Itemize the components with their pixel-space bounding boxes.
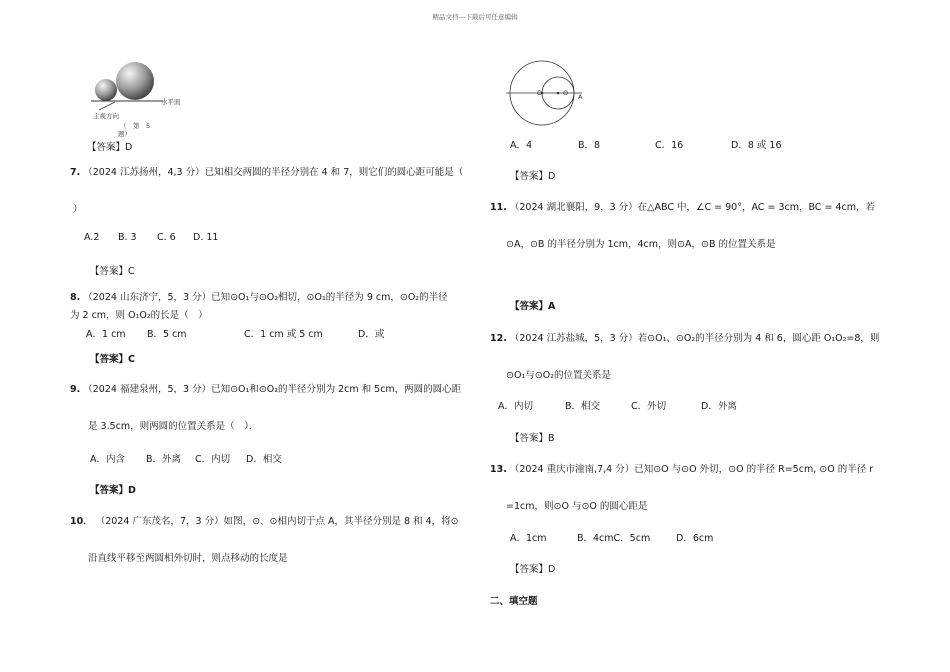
answer-13: 【答案】D: [510, 564, 556, 575]
page-header: 精品文档---下载后可任意编辑: [432, 13, 518, 21]
fig10-label-o2: O: [563, 89, 569, 97]
q9-option-a: A．内含: [90, 454, 125, 465]
small-sphere: [95, 79, 117, 101]
question-12-line2: ⊙O₁与⊙O₂的位置关系是: [506, 370, 611, 381]
surface-label: 水平面: [161, 98, 181, 106]
question-text: （2024 江苏盐城，5，3 分）若⊙O₁、⊙O₂的半径分别为 4 和 6，圆心距 O₁O₂=8，则: [509, 333, 880, 344]
q12-option-d: D．外离: [701, 401, 737, 412]
q10-option-c: C．16: [655, 140, 684, 151]
figure-caption-2: 题）: [118, 130, 131, 138]
q9-option-c: C．内切: [195, 454, 231, 465]
answer-9: 【答案】D: [90, 485, 136, 496]
q8-option-c: C．1 cm 或 5 cm: [244, 329, 323, 340]
question-10: [70, 513, 459, 527]
answer-12: 【答案】B: [510, 433, 555, 444]
question-number: 12.: [490, 333, 507, 344]
q10-option-b: B．8: [578, 140, 601, 151]
question-11: [490, 199, 875, 213]
tangent-circles-figure: [500, 58, 590, 133]
question-number: 7.: [70, 167, 81, 178]
q12-option-b: B．相交: [565, 401, 601, 412]
q8-option-d: D．或: [358, 329, 385, 340]
q10-option-a: A．4: [510, 140, 533, 151]
q10-option-d: D．8 或 16: [731, 140, 782, 151]
q7-option-c: C. 6: [157, 232, 176, 243]
figure-caption-1: （ 第 5: [120, 122, 151, 130]
view-direction-label: 主视方向: [93, 112, 119, 120]
q13-option-a: A．1cm: [510, 533, 547, 544]
question-number: 8.: [70, 292, 81, 303]
question-text: （2024 广东茂名，7，3 分）如图，⊙、⊙相内切于点 A，其半径分别是 8 和 4，将⊙: [95, 516, 459, 527]
q9-option-d: D．相交: [246, 454, 282, 465]
question-11-line2: ⊙A，⊙B 的半径分别为 1cm，4cm，则⊙A，⊙B 的位置关系是: [506, 239, 776, 250]
question-text: （2024 重庆市潼南,7,4 分）已知⊙O 与⊙O 外切，⊙O 的半径 R=5cm, ⊙O 的半径 r: [509, 464, 874, 475]
fig10-label-o1: O: [537, 89, 543, 97]
answer-6: 【答案】D: [87, 142, 133, 153]
q13-option-d: D．6cm: [676, 533, 714, 544]
answer-8: 【答案】C: [90, 354, 135, 365]
question-12: [490, 330, 879, 344]
question-7-paren: ）: [73, 204, 83, 215]
spheres-figure: [85, 58, 215, 118]
question-10-line2: 沿直线平移至两圆相外切时，则点移动的长度是: [88, 553, 288, 564]
q9-option-b: B．外离: [146, 454, 182, 465]
section-heading: 二、填空题: [490, 596, 538, 607]
question-number: 13.: [490, 464, 507, 475]
answer-10: 【答案】D: [510, 171, 556, 182]
fig10-label-a: A: [578, 93, 583, 101]
q7-option-a: A.2: [84, 232, 100, 243]
question-9: [70, 381, 461, 395]
question-text: （2024 江苏扬州，4,3 分）已知相交两圆的半径分别在 4 和 7，则它们的圆心距可能是（: [83, 167, 464, 178]
q12-option-a: A．内切: [498, 401, 533, 412]
question-number: 10．: [70, 516, 93, 527]
q7-option-b: B. 3: [118, 232, 137, 243]
question-13-line2: =1cm，则⊙O 与⊙O 的圆心距是: [506, 501, 648, 512]
q7-option-d: D. 11: [193, 232, 219, 243]
question-number: 11.: [490, 202, 507, 213]
large-sphere: [116, 62, 154, 100]
q13-option-b: B．4cmC．5cm: [577, 533, 651, 544]
q8-option-b: B．5 cm: [147, 329, 187, 340]
question-8-line2: 为 2 cm，则 O₁O₂的长是（ ）: [70, 310, 208, 321]
question-7: [70, 164, 463, 178]
question-number: 9.: [70, 384, 81, 395]
q12-option-c: C．外切: [631, 401, 667, 412]
center-o2: [557, 92, 560, 95]
question-13: [490, 461, 873, 475]
view-arrow: [99, 102, 115, 110]
q8-option-a: A．1 cm: [86, 329, 126, 340]
answer-11: 【答案】A: [510, 301, 556, 312]
question-text: （2024 山东济宁，5，3 分）已知⊙O₁与⊙O₂相切，⊙O₁的半径为 9 cm，⊙O₂的半径: [83, 292, 448, 303]
answer-7: 【答案】C: [90, 266, 135, 277]
question-text: （2024 湖北襄阳，9，3 分）在△ABC 中，∠C = 90°，AC = 3cm，BC = 4cm，若: [509, 202, 875, 213]
question-8: [70, 289, 448, 303]
question-9-line2: 是 3.5cm，则两圆的位置关系是（ ）．: [88, 421, 259, 432]
question-text: （2024 福建泉州，5，3 分）已知⊙O₁和⊙O₂的半径分别为 2cm 和 5cm，两圆的圆心距: [83, 384, 462, 395]
